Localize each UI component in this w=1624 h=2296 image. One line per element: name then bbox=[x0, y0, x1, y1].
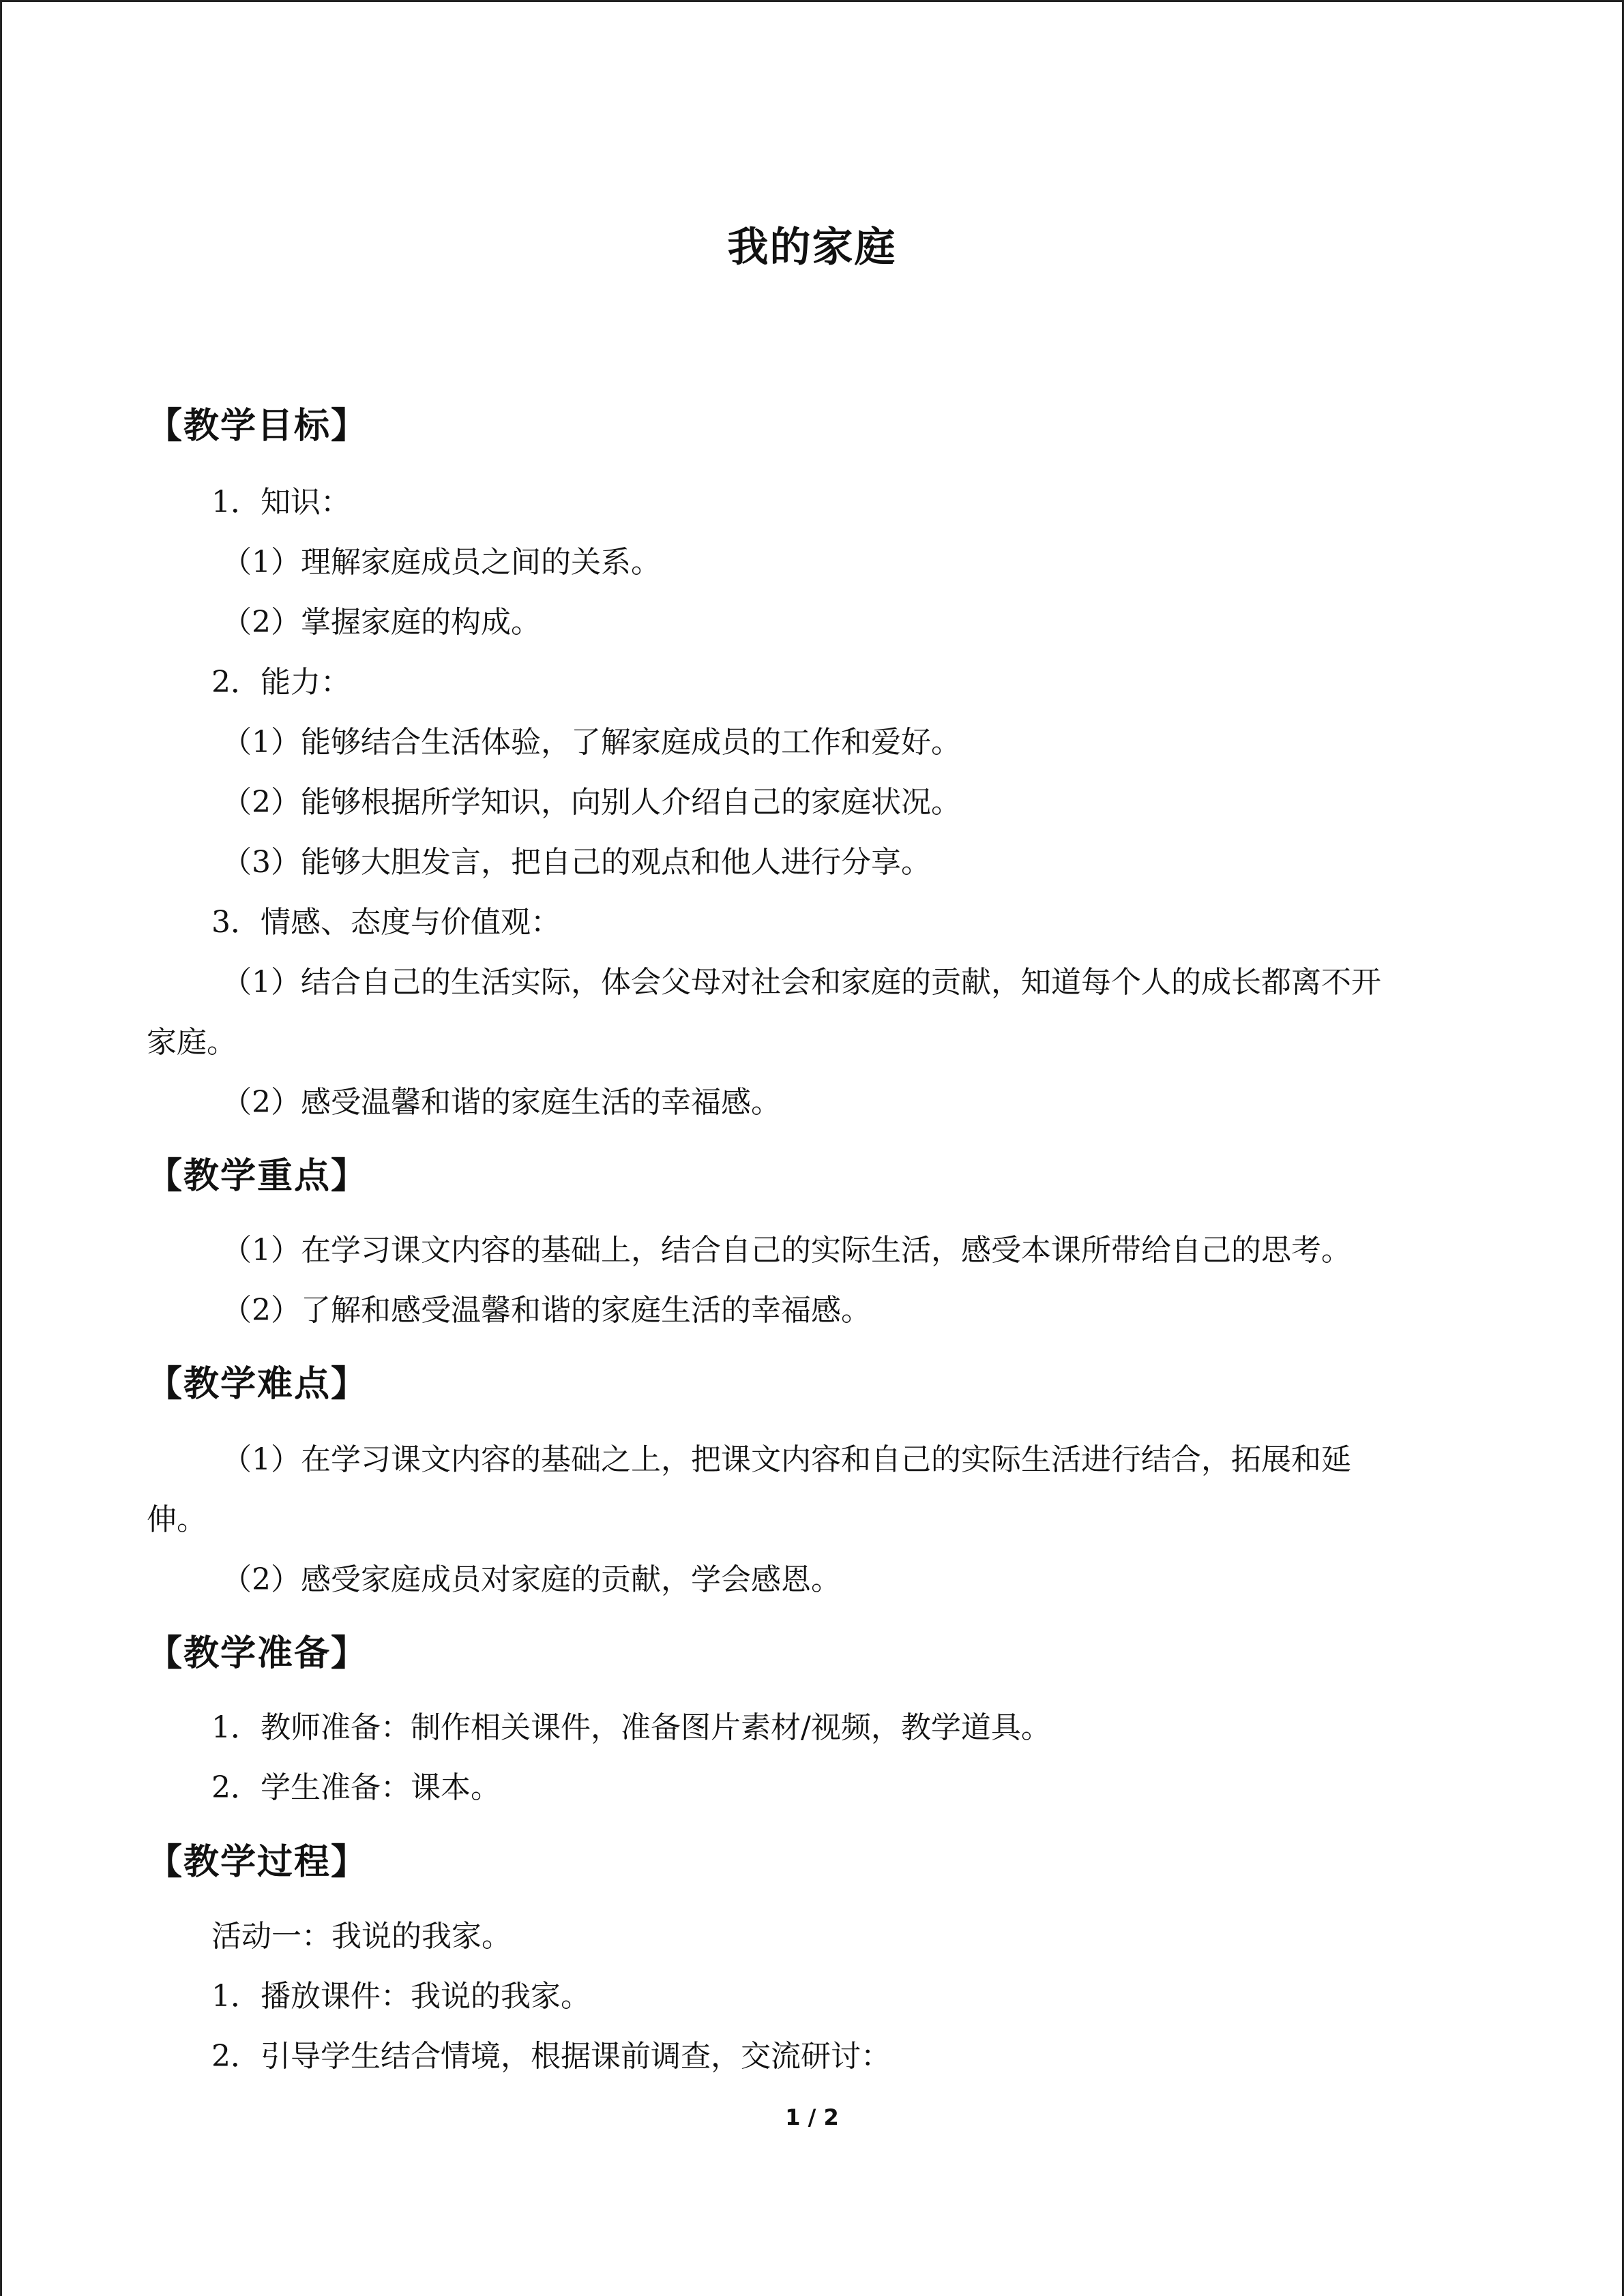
objective-line: （1）理解家庭成员之间的关系。 bbox=[222, 545, 661, 580]
difficulty-line: 伸。 bbox=[147, 1502, 207, 1537]
objective-line: 家庭。 bbox=[147, 1025, 237, 1060]
page-number: 1 / 2 bbox=[785, 2104, 839, 2130]
objective-line: （3）能够大胆发言，把自己的观点和他人进行分享。 bbox=[222, 845, 931, 880]
objective-line: （2）感受温馨和谐的家庭生活的幸福感。 bbox=[222, 1085, 781, 1120]
process-line: 2．引导学生结合情境，根据课前调查，交流研讨： bbox=[211, 2039, 891, 2074]
section-heading-key-points: 【教学重点】 bbox=[147, 1156, 368, 1197]
objective-line: （2）掌握家庭的构成。 bbox=[222, 605, 541, 640]
preparation-line: 2．学生准备：课本。 bbox=[211, 1770, 501, 1805]
key-point-line: （2）了解和感受温馨和谐的家庭生活的幸福感。 bbox=[222, 1293, 871, 1328]
preparation-line: 1．教师准备：制作相关课件，准备图片素材/视频，教学道具。 bbox=[211, 1710, 1051, 1745]
section-heading-difficulties: 【教学难点】 bbox=[147, 1364, 368, 1405]
difficulty-line: （2）感受家庭成员对家庭的贡献，学会感恩。 bbox=[222, 1562, 841, 1597]
section-heading-process: 【教学过程】 bbox=[147, 1842, 368, 1883]
document-title: 我的家庭 bbox=[727, 224, 897, 271]
objective-line: （1）能够结合生活体验，了解家庭成员的工作和爱好。 bbox=[222, 725, 961, 760]
objective-line: 3．情感、态度与价值观： bbox=[211, 905, 561, 940]
key-point-line: （1）在学习课文内容的基础上，结合自己的实际生活，感受本课所带给自己的思考。 bbox=[222, 1233, 1351, 1268]
objective-line: 2．能力： bbox=[211, 665, 351, 700]
process-line: 1．播放课件：我说的我家。 bbox=[211, 1979, 591, 2014]
objective-line: （2）能够根据所学知识，向别人介绍自己的家庭状况。 bbox=[222, 785, 961, 820]
objective-line: （1）结合自己的生活实际，体会父母对社会和家庭的贡献，知道每个人的成长都离不开 bbox=[222, 965, 1381, 1000]
process-line: 活动一：我说的我家。 bbox=[211, 1919, 512, 1954]
difficulty-line: （1）在学习课文内容的基础之上，把课文内容和自己的实际生活进行结合，拓展和延 bbox=[222, 1442, 1351, 1477]
section-heading-preparation: 【教学准备】 bbox=[147, 1633, 368, 1674]
objective-line: 1．知识： bbox=[211, 485, 351, 520]
section-heading-objectives: 【教学目标】 bbox=[147, 406, 368, 447]
